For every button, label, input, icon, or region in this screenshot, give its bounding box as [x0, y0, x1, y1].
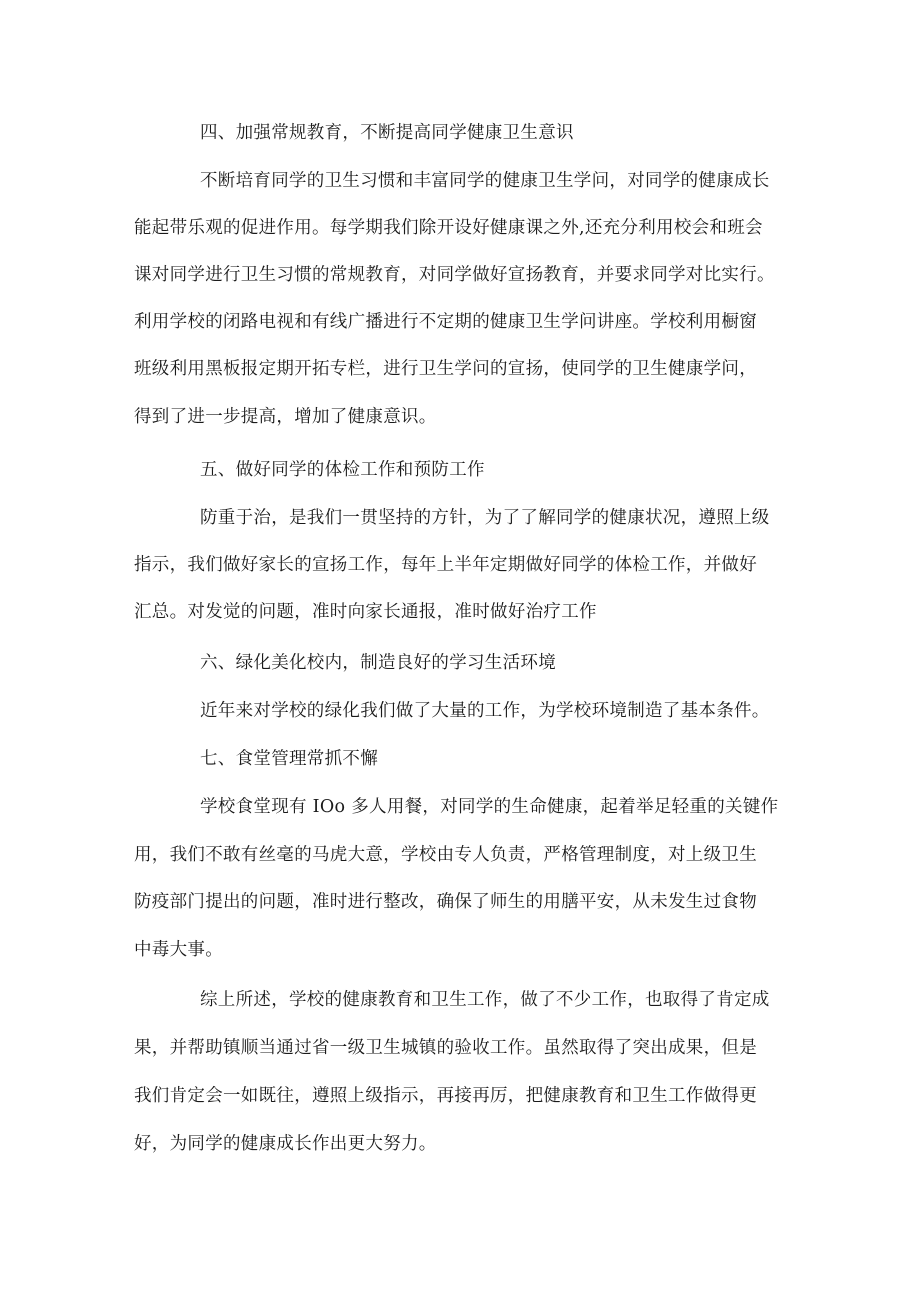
conclusion-line: 果，并帮助镇顺当通过省一级卫生城镇的验收工作。虽然取得了突出成果，但是	[134, 1038, 757, 1058]
paragraph-line: 近年来对学校的绿化我们做了大量的工作，为学校环境制造了基本条件。	[200, 701, 770, 721]
paragraph-line: 防重于治，是我们一贯坚持的方针，为了了解同学的健康状况，遵照上级	[200, 508, 770, 528]
section-heading: 四、加强常规教育，不断提高同学健康卫生意识	[200, 123, 574, 143]
paragraph-line: 不断培育同学的卫生习惯和丰富同学的健康卫生学问，对同学的健康成长	[200, 171, 770, 191]
section-heading: 六、绿化美化校内，制造良好的学习生活环境	[200, 653, 556, 673]
paragraph-line: 课对同学进行卫生习惯的常规教育，对同学做好宣扬教育，并要求同学对比实行。	[134, 265, 775, 285]
conclusion-line: 好，为同学的健康成长作出更大努力。	[134, 1134, 437, 1154]
paragraph-line: 能起带乐观的促进作用。每学期我们除开设好健康课之外,还充分利用校会和班会	[134, 218, 763, 238]
paragraph-line: 中毒大事。	[134, 940, 223, 960]
paragraph-line: 指示，我们做好家长的宣扬工作，每年上半年定期做好同学的体检工作，并做好	[134, 555, 757, 575]
paragraph-line: 班级利用黑板报定期开拓专栏，进行卫生学问的宣扬，使同学的卫生健康学问，	[134, 359, 757, 379]
section-heading: 七、食堂管理常抓不懈	[200, 749, 378, 769]
paragraph-line: 得到了进一步提高，增加了健康意识。	[134, 407, 437, 427]
paragraph-line: 用，我们不敢有丝毫的马虎大意，学校由专人负责，严格管理制度，对上级卫生	[134, 845, 757, 865]
conclusion-line: 综上所述，学校的健康教育和卫生工作，做了不少工作，也取得了肯定成	[200, 990, 770, 1010]
conclusion-line: 我们肯定会一如既往，遵照上级指示，再接再厉，把健康教育和卫生工作做得更	[134, 1086, 757, 1106]
paragraph-line: 学校食堂现有 IOo 多人用餐，对同学的生命健康，起着举足轻重的关键作	[200, 797, 779, 817]
section-heading: 五、做好同学的体检工作和预防工作	[200, 460, 485, 480]
paragraph-line: 汇总。对发觉的问题，准时向家长通报，准时做好治疗工作	[134, 602, 597, 622]
paragraph-line: 防疫部门提出的问题，准时进行整改，确保了师生的用膳平安，从未发生过食物	[134, 892, 757, 912]
paragraph-line: 利用学校的闭路电视和有线广播进行不定期的健康卫生学问讲座。学校利用橱窗	[134, 312, 757, 332]
